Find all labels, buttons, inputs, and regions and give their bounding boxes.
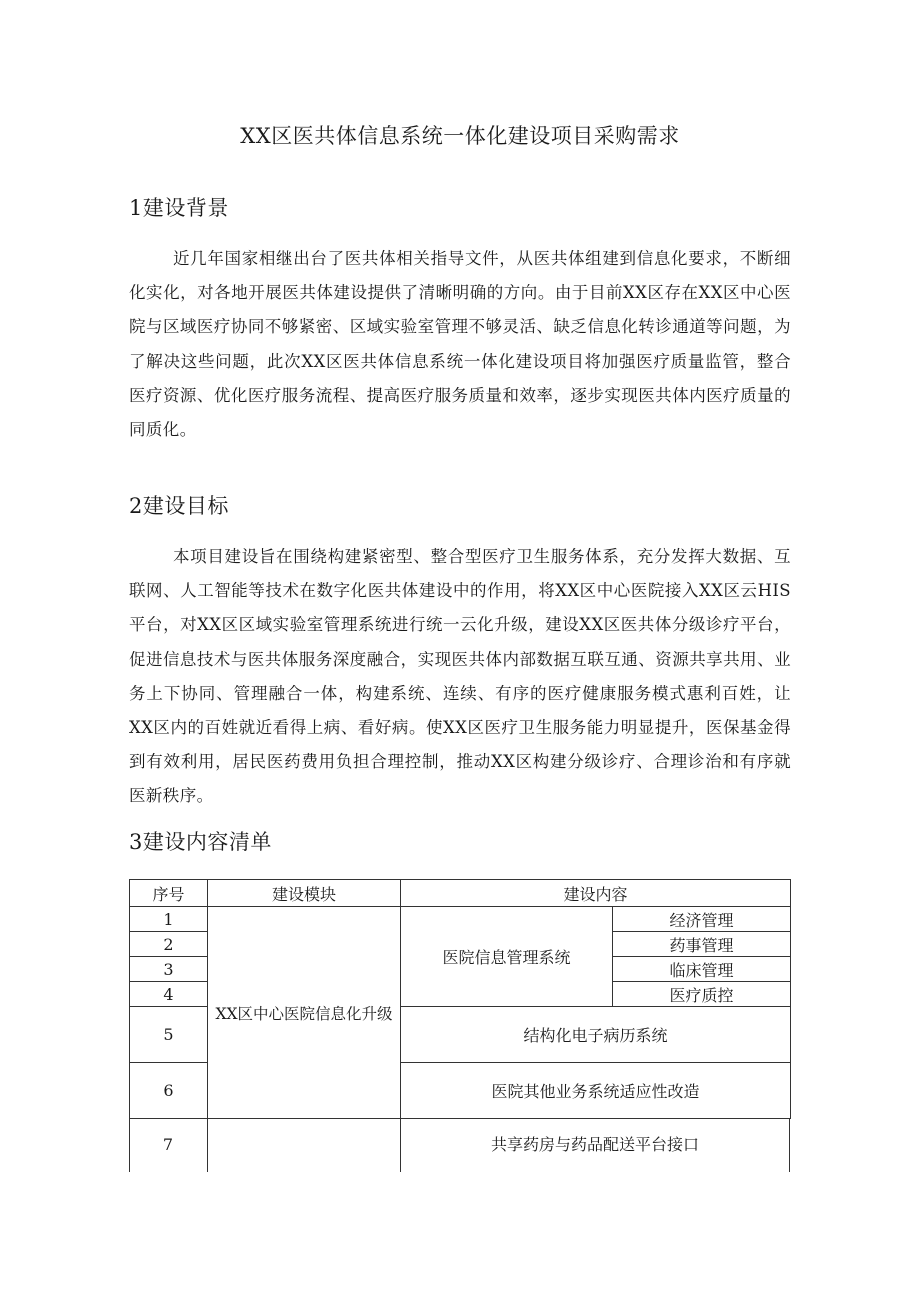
content-cell: 结构化电子病历系统 [401,1007,791,1063]
row-seq: 4 [130,982,208,1007]
row-seq: 3 [130,957,208,982]
his-cell: 医院信息管理系统 [401,907,613,1007]
sub-item: 经济管理 [613,907,791,932]
sub-item: 医疗质控 [613,982,791,1007]
table-header-row [130,880,791,907]
content-cell: 共享药房与药品配送平台接口 [490,1135,699,1154]
row-seq: 2 [130,932,208,957]
header-module: 建设模块 [208,880,401,907]
construction-content-table [129,879,791,1119]
section-heading-contents: 3建设内容清单 [129,830,272,854]
table-border-seq [207,1118,208,1172]
sub-item: 药事管理 [613,932,791,957]
section-body-goals: 本项目建设旨在围绕构建紧密型、整合型医疗卫生服务体系，充分发挥大数据、互联网、人工智能等技术在数字化医共体建设中的作用，将XX区中心医院接入XX区云HIS平台，对XX区区域实验室管理系统进行统一云化升级，建设XX区医共体分级诊疗平台，促进信息技术与医共体服务深度融合，实现医共体内部数据互联互通、资源共享共用、业务上下协同、管理融合一体，构建系统、连续、有序的医疗健康服务模式惠利百姓，让XX区内的百姓就近看得上病、看好病。使XX区医疗卫生服务能力明显提升，医保基金得到有效利用，居民医药费用负担合理控制，推动XX区构建分级诊疗、合理诊治和有序就医新秩序。 [129,547,791,806]
row-seq: 1 [130,907,208,932]
row-seq: 5 [130,1007,208,1063]
module-cell: XX区中心医院信息化升级 [208,907,401,1119]
section-heading-goals: 2建设目标 [129,494,229,518]
content-cell: 医院其他业务系统适应性改造 [401,1063,791,1119]
row-seq: 6 [130,1063,208,1119]
row-seq: 7 [162,1135,174,1154]
table-row [130,907,791,932]
section-heading-background: 1建设背景 [129,196,229,220]
sub-item: 临床管理 [613,957,791,982]
document-title: XX区医共体信息系统一体化建设项目采购需求 [240,124,680,148]
section-body-background: 近几年国家相继出台了医共体相关指导文件，从医共体组建到信息化要求，不断细化实化，对各地开展医共体建设提供了清晰明确的方向。由于目前XX区存在XX区中心医院与区域医疗协同不够紧密、区域实验室管理不够灵活、缺乏信息化转诊通道等问题，为了解决这些问题，此次XX区医共体信息系统一体化建设项目将加强医疗质量监管，整合医疗资源、优化医疗服务流程、提高医疗服务质量和效率，逐步实现医共体内医疗质量的同质化。 [129,249,791,440]
header-content: 建设内容 [401,880,791,907]
header-seq: 序号 [130,880,208,907]
